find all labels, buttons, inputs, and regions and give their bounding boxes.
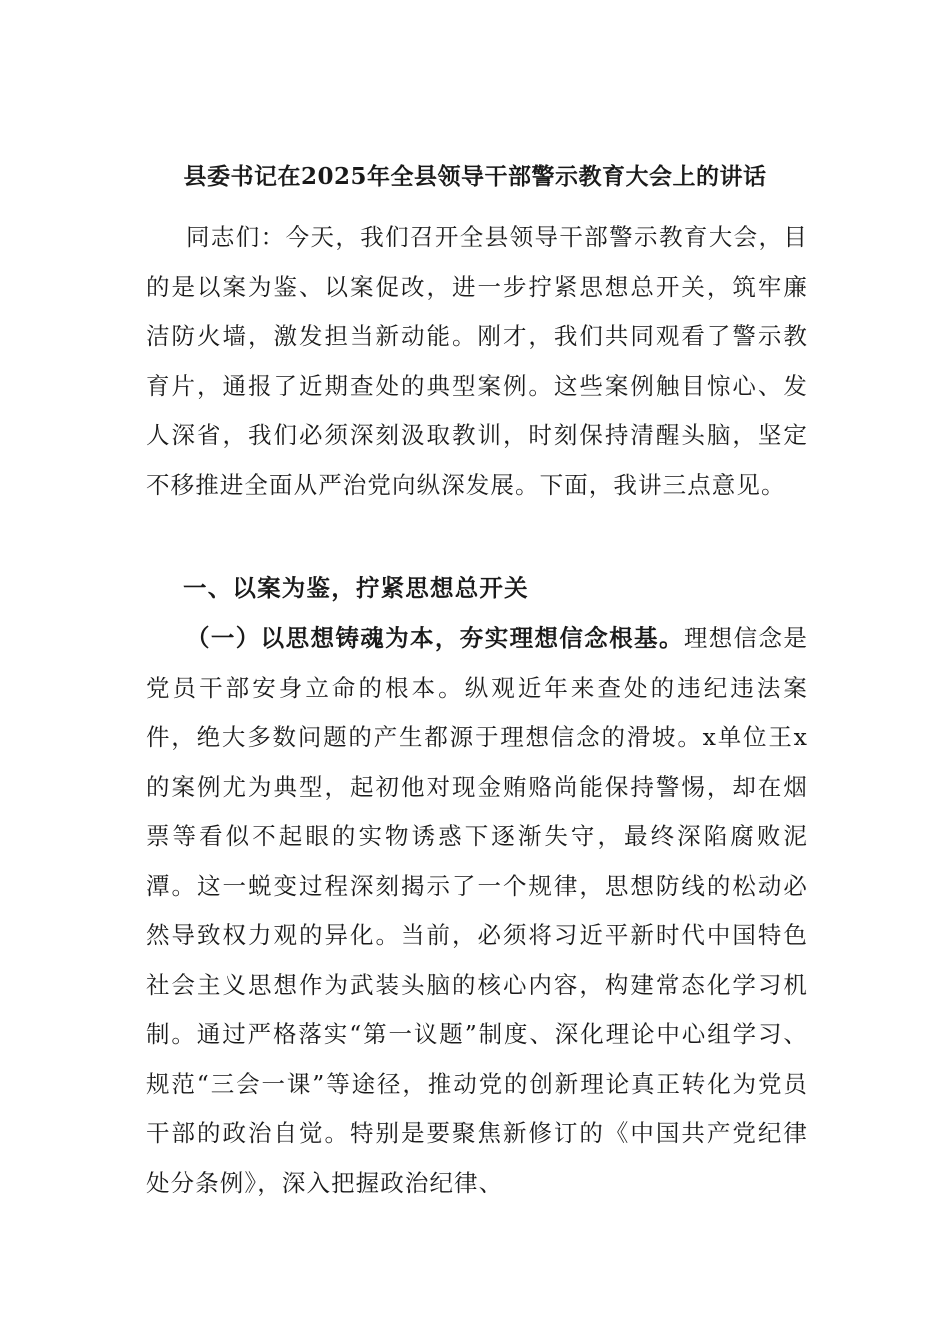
subsection-paragraph: [146, 614, 808, 1208]
subsection-body: 理想信念是党员干部安身立命的根本。纵观近年来查处的违纪违法案件，绝大多数问题的产生都源于理想信念的滑坡。x单位王x的案例尤为典型，起初他对现金贿赂尚能保持警惕，却在烟票等看似不起眼的实物诱惑下逐渐失守，最终深陷腐败泥潭。这一蜕变过程深刻揭示了一个规律，思想防线的松动必然导致权力观的异化。当前，必须将习近平新时代中国特色社会主义思想作为武装头脑的核心内容，构建常态化学习机制。通过严格落实“第一议题”制度、深化理论中心组学习、规范“三会一课”等途径，推动党的创新理论真正转化为党员干部的政治自觉。特别是要聚焦新修订的《中国共产党纪律处分条例》，深入把握政治纪律、: [146, 624, 809, 1197]
subsection-lead: （一）以思想铸魂为本，夯实理想信念根基。: [186, 624, 684, 652]
intro-paragraph: 同志们：今天，我们召开全县领导干部警示教育大会，目的是以案为鉴、以案促改，进一步拧紧思想总开关，筑牢廉洁防火墙，激发担当新动能。刚才，我们共同观看了警示教育片，通报了近期查处的典型案例。这些案例触目惊心、发人深省，我们必须深刻汲取教训，时刻保持清醒头脑，坚定不移推进全面从严治党向纵深发展。下面，我讲三点意见。: [146, 223, 808, 499]
section-heading: 一、以案为鉴，拧紧思想总开关: [183, 574, 529, 602]
document-title: 县委书记在2025年全县领导干部警示教育大会上的讲话: [183, 163, 767, 190]
